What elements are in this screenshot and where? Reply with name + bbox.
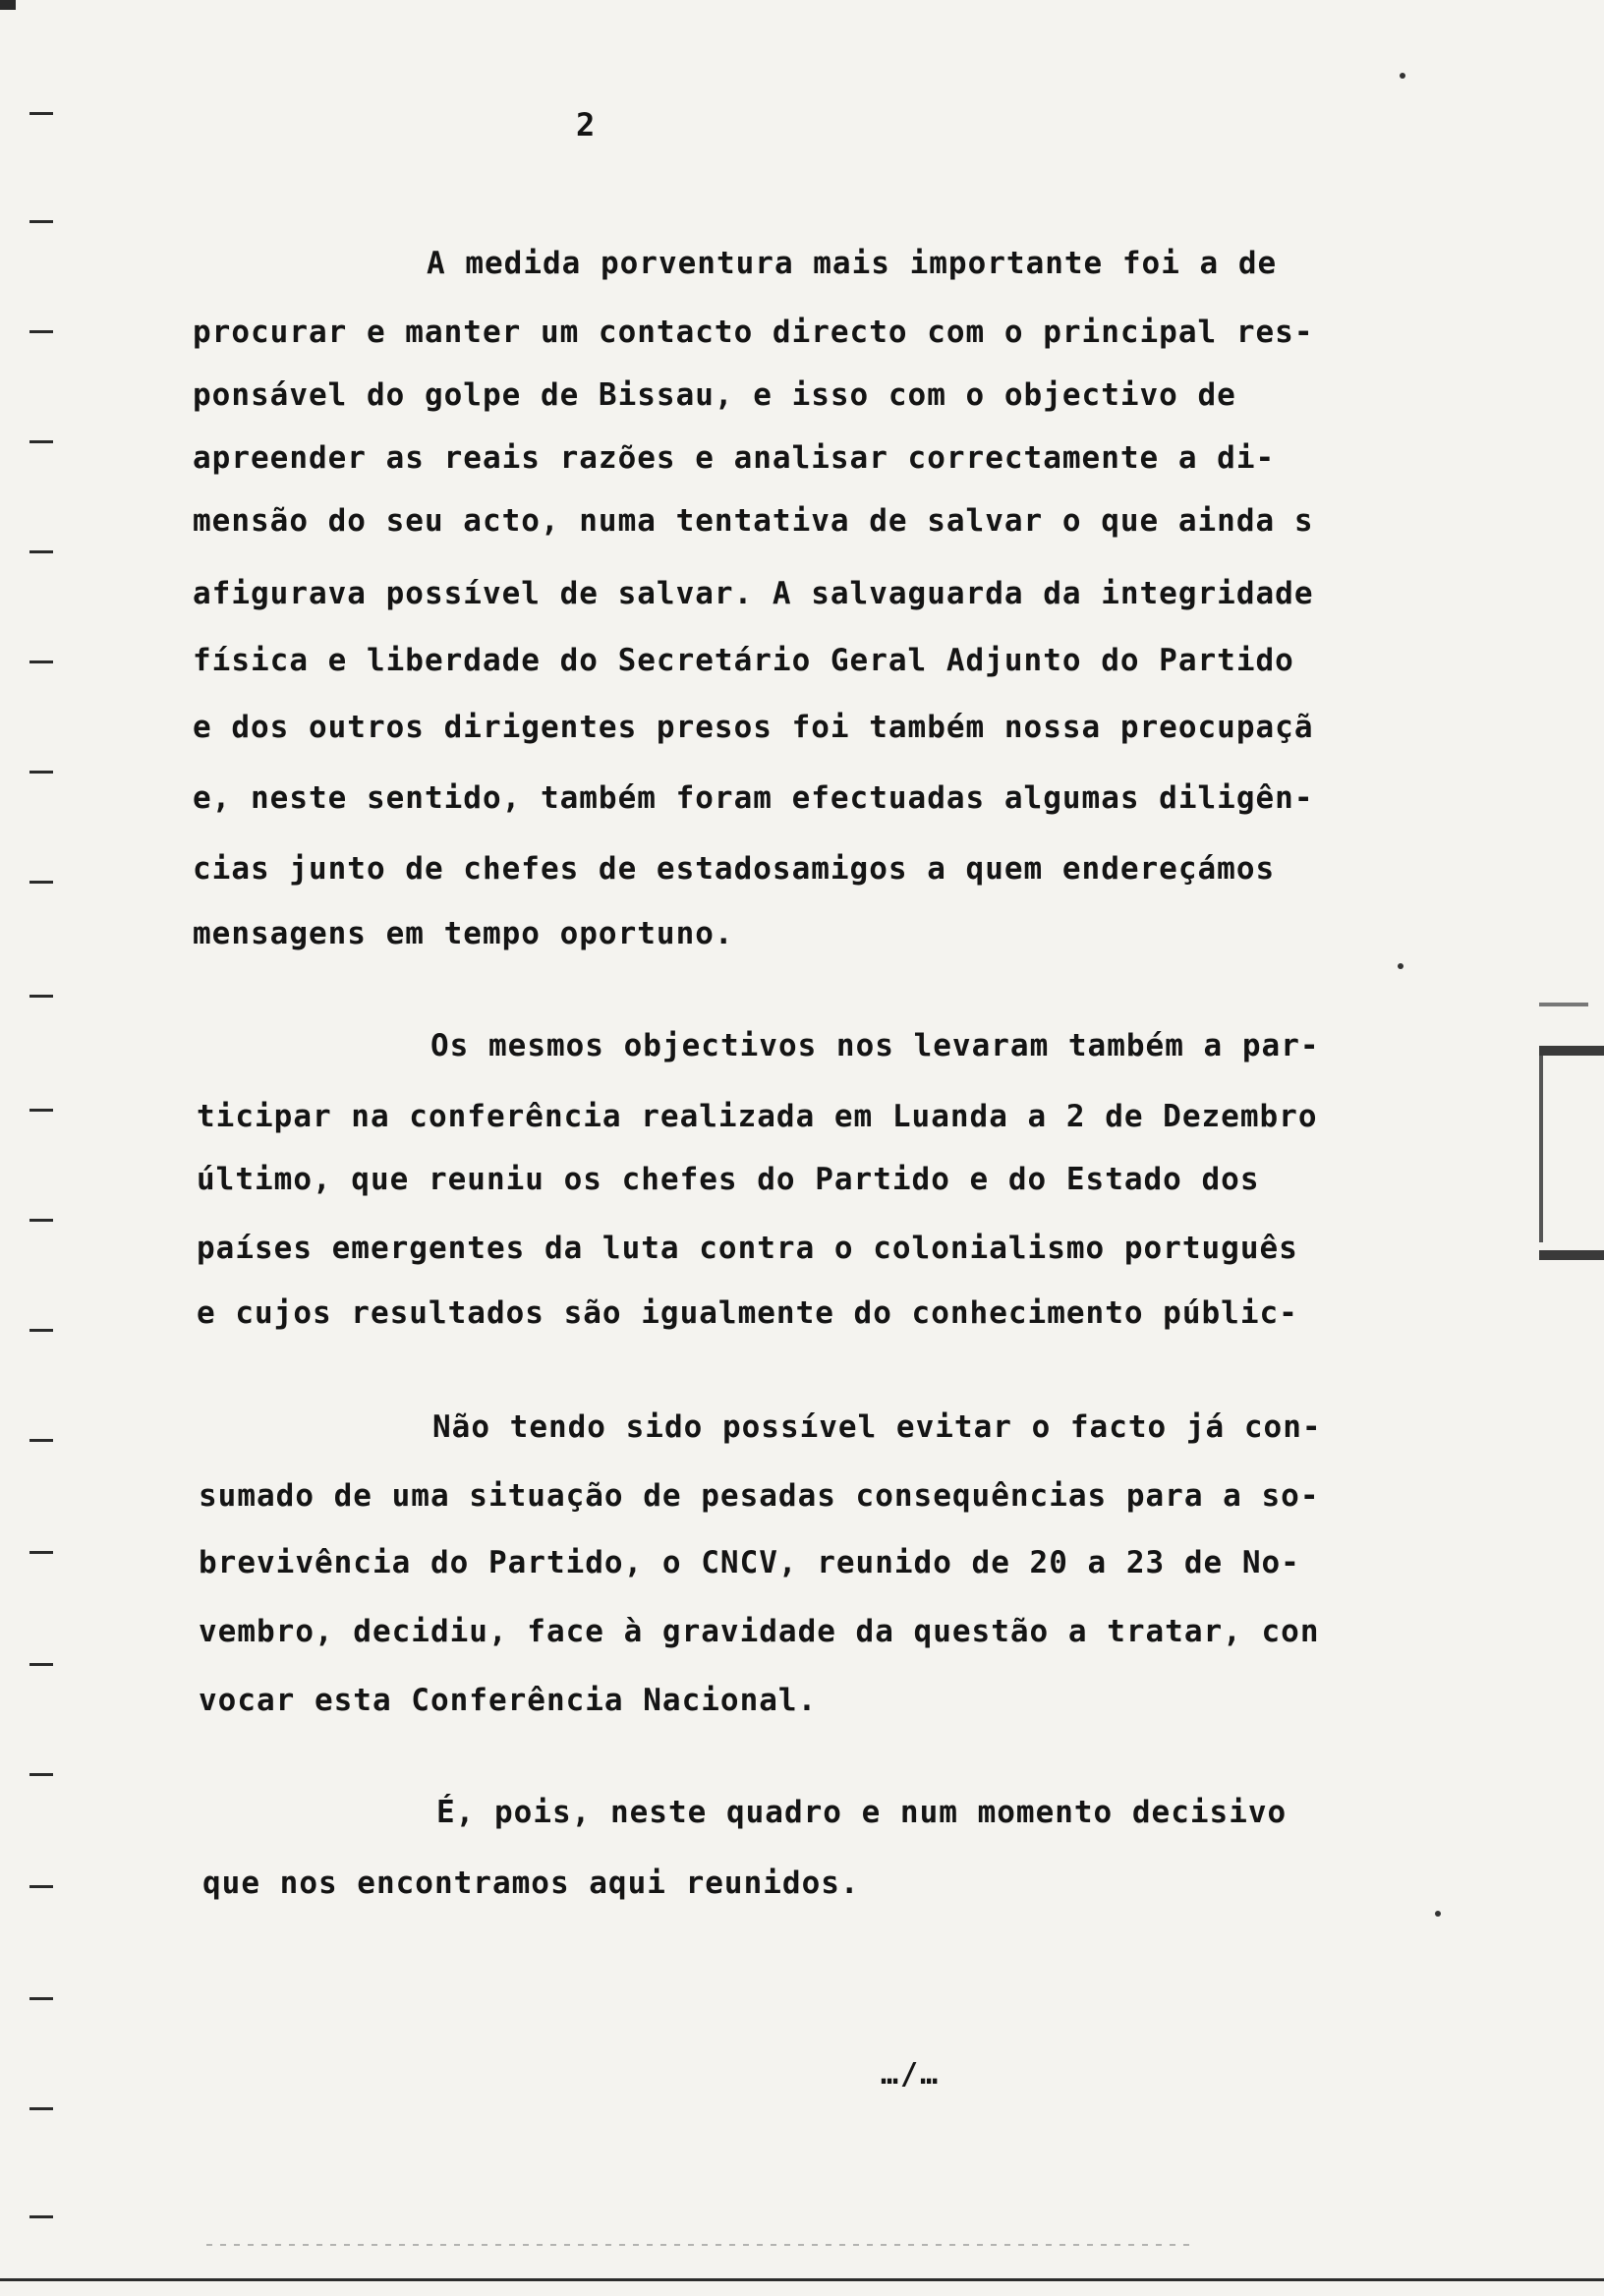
clip-bar-bottom [1539,1250,1604,1260]
text-line: procurar e manter um contacto directo com o principal res- [193,315,1314,350]
clip-tick [1539,1003,1588,1006]
margin-mark [29,440,53,443]
text-line: que nos encontramos aqui reunidos. [202,1866,860,1901]
text-line: vocar esta Conferência Nacional. [199,1683,818,1718]
text-line: Os mesmos objectivos nos levaram também a par- [430,1028,1320,1063]
binder-clip-mark [1539,1030,1604,1266]
margin-mark [29,1997,53,2000]
margin-mark [29,220,53,223]
text-line: física e liberdade do Secretário Geral Adjunto do Partido [193,643,1294,678]
margin-mark [29,881,53,884]
corner-mark [0,0,16,10]
text-line: brevivência do Partido, o CNCV, reunido de 20 a 23 de No- [199,1545,1300,1580]
text-line: e dos outros dirigentes presos foi também nossa preocupaçã [193,710,1314,745]
margin-mark [29,1885,53,1888]
clip-bar-top [1539,1046,1604,1056]
text-line: mensagens em tempo oportuno. [193,916,734,951]
margin-mark [29,1329,53,1332]
text-line: apreender as reais razões e analisar correctamente a di- [193,440,1276,476]
text-line: afigurava possível de salvar. A salvaguarda da integridade [193,576,1314,611]
margin-mark [29,1551,53,1554]
margin-mark [29,2107,53,2110]
page-number: 2 [576,106,596,144]
text-line: Não tendo sido possível evitar o facto já con- [432,1409,1322,1445]
margin-mark [29,2215,53,2218]
text-line: sumado de uma situação de pesadas consequências para a so- [199,1478,1320,1514]
text-line: mensão do seu acto, numa tentativa de salvar o que ainda s [193,503,1314,539]
margin-mark [29,1219,53,1222]
margin-mark [29,1663,53,1666]
text-line: vembro, decidiu, face à gravidade da questão a tratar, con [199,1614,1320,1649]
text-line: ponsável do golpe de Bissau, e isso com o objectivo de [193,377,1236,413]
text-line: e cujos resultados são igualmente do conhecimento públic- [197,1295,1298,1331]
bottom-edge-line [0,2278,1604,2281]
margin-mark [29,1109,53,1112]
text-line: cias junto de chefes de estadosamigos a quem endereçámos [193,851,1276,887]
text-line: e, neste sentido, também foram efectuadas algumas diligên- [193,780,1314,816]
text-line: A medida porventura mais importante foi a de [427,246,1278,281]
text-line: É, pois, neste quadro e num momento decisivo [436,1795,1288,1830]
speck [1435,1911,1441,1917]
margin-mark [29,330,53,333]
text-line: ticipar na conferência realizada em Luanda a 2 de Dezembro [197,1099,1318,1134]
margin-mark [29,1439,53,1442]
scan-noise [206,2244,1189,2246]
margin-mark [29,112,53,115]
margin-mark [29,1773,53,1776]
margin-mark [29,660,53,663]
clip-bar-mid [1539,1056,1543,1242]
margin-mark [29,771,53,774]
text-line: países emergentes da luta contra o colonialismo português [197,1231,1298,1266]
continuation-mark: …/… [881,2057,941,2092]
margin-mark [29,550,53,553]
text-line: último, que reuniu os chefes do Partido e do Estado dos [197,1162,1260,1197]
speck [1398,963,1404,969]
speck [1400,73,1405,79]
margin-mark [29,995,53,998]
